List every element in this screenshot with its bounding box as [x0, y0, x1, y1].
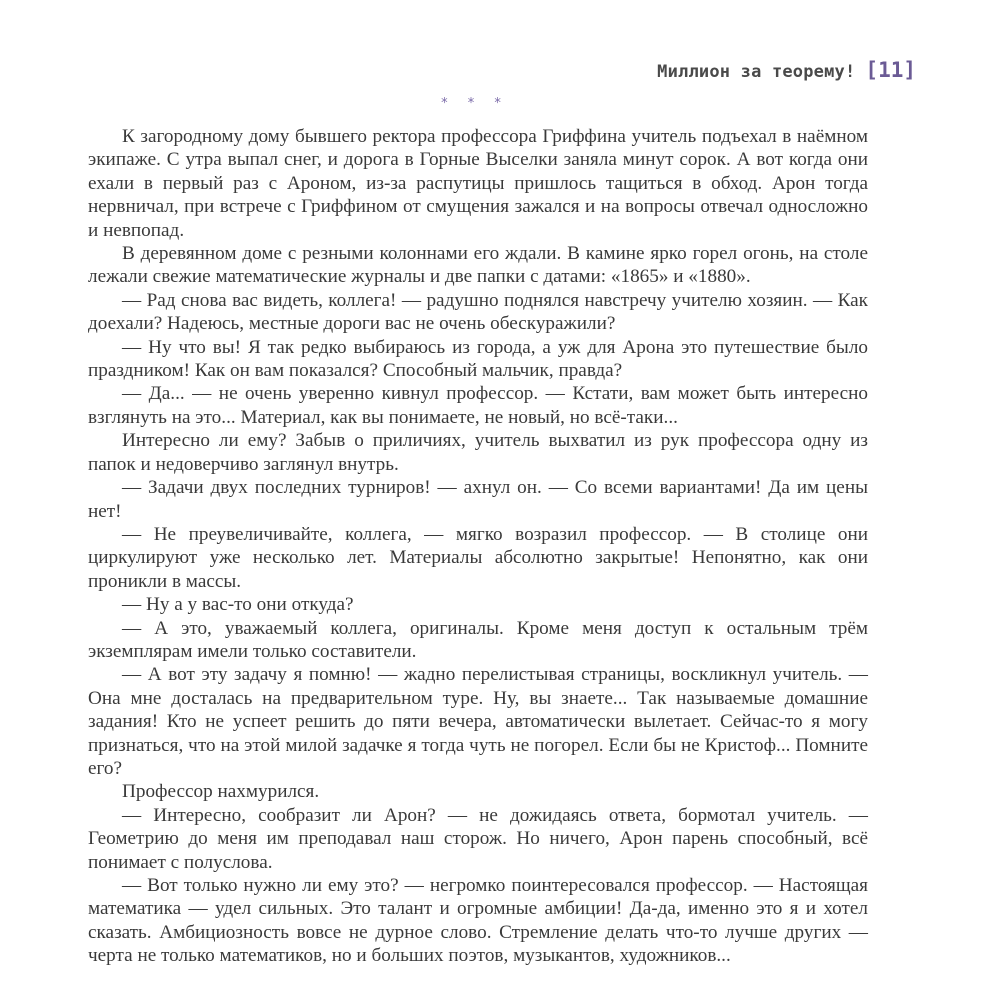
chapter-title: Миллион за теорему!	[657, 62, 856, 82]
paragraph: В деревянном доме с резными колоннами его ждали. В камине ярко горел огонь, на столе лежали свежие математические журналы и две папки с датами: «1865» и «1880».	[88, 243, 868, 288]
paragraph: — Интересно, сообразит ли Арон? — не дожидаясь ответа, бормотал учитель. — Геометрию до меня им преподавал наш сторож. Но ничего, Арон парень способный, всё понимает с полуслова.	[88, 804, 868, 873]
paragraph: — Да... — не очень уверенно кивнул профессор. — Кстати, вам может быть интересно взглянуть на это... Материал, как вы понимаете, не новый, но всё-таки...	[88, 383, 868, 428]
paragraph: — Задачи двух последних турниров! — ахнул он. — Со всеми вариантами! Да им цены нет!	[88, 477, 868, 522]
paragraph: К загородному дому бывшего ректора профессора Гриффина учитель подъехал в наёмном экипаже. С утра выпал снег, и дорога в Горные Выселки заняла минут сорок. А вот когда они ехали в первый раз с Ароном, из-за распутицы пришлось тащиться в обход. Арон тогда нервничал, при встрече с Гриффином от смущения зажался и на вопросы отвечал односложно и невпопад.	[88, 126, 868, 241]
page-number: [11]	[865, 58, 916, 82]
section-separator: * * *	[441, 96, 509, 111]
paragraph: — А вот эту задачу я помню! — жадно перелистывая страницы, воскликнул учитель. — Она мне досталась на предварительном туре. Ну, вы знаете... Так называемые домашние задания! Кто не успеет решить до пяти вечера, автоматически вылетает. Сейчас-то я могу признаться, что на этой милой задачке я тогда чуть не погорел. Если бы не Кристоф... Помните его?	[88, 664, 868, 779]
running-header	[657, 58, 916, 82]
paragraph: Профессор нахмурился.	[122, 781, 320, 803]
paragraph: Интересно ли ему? Забыв о приличиях, учитель выхватил из рук профессора одну из папок и недоверчиво заглянул внутрь.	[88, 430, 868, 475]
paragraph: — Рад снова вас видеть, коллега! — радушно поднялся навстречу учителю хозяин. — Как доехали? Надеюсь, местные дороги вас не очень обескуражили?	[88, 289, 868, 335]
paragraph: — Не преувеличивайте, коллега, — мягко возразил профессор. — В столице они циркулируют уже несколько лет. Материалы абсолютно закрытые! Непонятно, как они проникли в массы.	[88, 523, 868, 592]
paragraph: — Ну а у вас-то они откуда?	[122, 594, 354, 616]
body-text	[88, 125, 868, 968]
paragraph: — Вот только нужно ли ему это? — негромко поинтересовался профессор. — Настоящая математика — удел сильных. Это талант и огромные амбиции! Да-да, именно это я и хотел сказать. Амбициозность вовсе не дурное слово. Стремление делать что-то лучше других — черта не только математиков, но и больших поэтов, музыкантов, художников...	[88, 875, 868, 967]
paragraph: — А это, уважаемый коллега, оригиналы. Кроме меня доступ к остальным трём экземплярам имели только составители.	[88, 617, 868, 662]
paragraph: — Ну что вы! Я так редко выбираюсь из города, а уж для Арона это путешествие было праздником! Как он вам показался? Способный мальчик, правда?	[88, 336, 868, 382]
